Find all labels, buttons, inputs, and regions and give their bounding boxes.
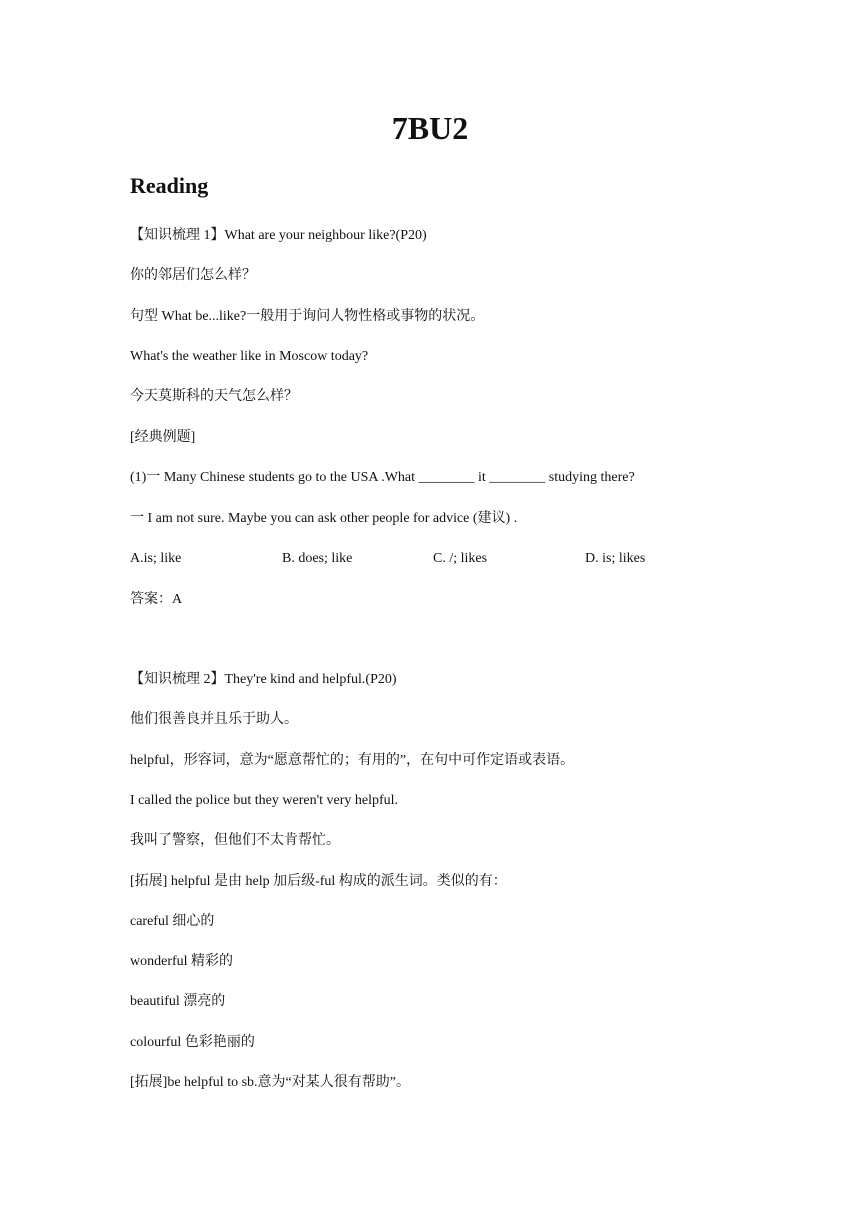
extension-line: [拓展]be helpful to sb.意为“对某人很有帮助”。 [130,1075,410,1090]
option-d: D. is; likes [585,551,646,566]
vocab-item: beautiful 漂亮的 [130,994,226,1009]
option-a: A.is; like [130,551,182,566]
example-label: [经典例题] [130,430,196,445]
page-title: 7BU2 [391,110,469,146]
vocab-item: wonderful 精彩的 [130,954,234,969]
explanation-line: helpful，形容词，意为“愿意帮忙的；有用的”，在句中可作定语或表语。 [130,753,575,768]
section-heading: Reading [130,173,209,198]
answer-line: 答案：A [130,592,183,607]
option-b: B. does; like [282,551,353,566]
vocab-item: careful 细心的 [130,914,215,929]
translation-line: 今天莫斯科的天气怎么样？ [130,389,298,404]
translation-line: 你的邻居们怎么样？ [130,268,256,283]
knowledge-point-2-heading: 【知识梳理 2】They're kind and helpful.(P20) [130,672,397,687]
translation-line: 我叫了警察，但他们不太肯帮忙。 [130,833,340,848]
option-c: C. /; likes [433,551,488,566]
extension-line: [拓展] helpful 是由 help 加后级-ful 构成的派生词。类似的有： [130,874,507,889]
translation-line: 他们很善良并且乐于助人。 [130,712,298,727]
vocab-item: colourful 色彩艳丽的 [130,1035,255,1050]
question-line: 一 I am not sure. Maybe you can ask other people for advice (建议) . [130,511,518,526]
question-line: (1)一 Many Chinese students go to the USA .What ________ it ________ studying there? [130,470,635,485]
example-sentence: What's the weather like in Moscow today? [130,349,369,364]
explanation-line: 句型 What be...like?一般用于询问人物性格或事物的状况。 [130,309,485,324]
example-sentence: I called the police but they weren't very helpful. [130,793,399,808]
knowledge-point-1-heading: 【知识梳理 1】What are your neighbour like?(P20) [130,228,427,243]
